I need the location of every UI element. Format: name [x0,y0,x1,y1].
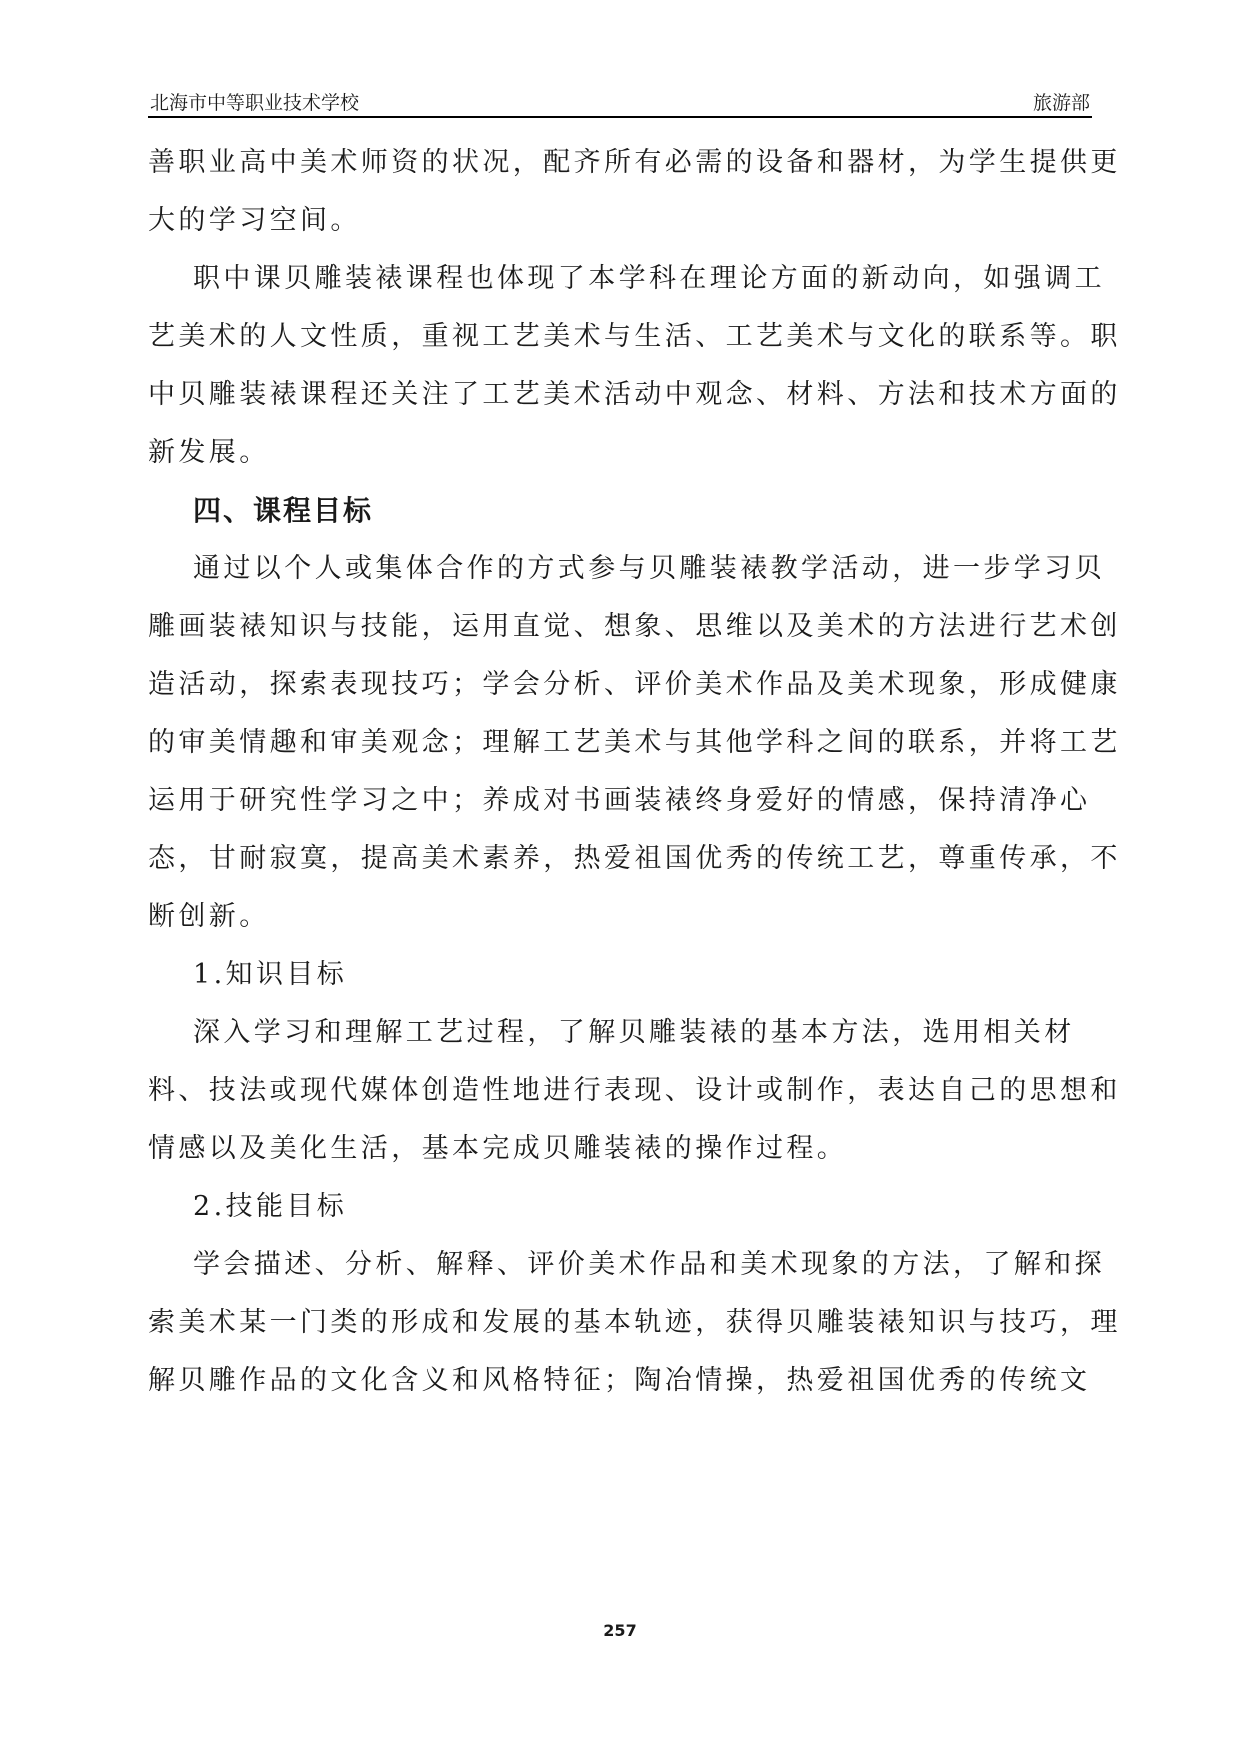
paragraph-line: 断创新。 [148,901,270,932]
paragraph-line: 造活动，探索表现技巧；学会分析、评价美术作品及美术现象，形成健康 [148,669,1121,700]
paragraph-line: 的审美情趣和审美观念；理解工艺美术与其他学科之间的联系，并将工艺 [148,727,1121,758]
paragraph-line: 通过以个人或集体合作的方式参与贝雕装裱教学活动，进一步学习贝 [193,553,1105,584]
paragraph-line: 态，甘耐寂寞，提高美术素养，热爱祖国优秀的传统工艺，尊重传承，不 [148,843,1121,874]
paragraph-line: 善职业高中美术师资的状况，配齐所有必需的设备和器材，为学生提供更 [148,147,1121,178]
paragraph-line: 解贝雕作品的文化含义和风格特征；陶冶情操，热爱祖国优秀的传统文 [148,1365,1091,1396]
paragraph-line: 料、技法或现代媒体创造性地进行表现、设计或制作，表达自己的思想和 [148,1075,1121,1106]
paragraph-line: 情感以及美化生活，基本完成贝雕装裱的操作过程。 [148,1133,848,1164]
paragraph-line: 深入学习和理解工艺过程，了解贝雕装裱的基本方法，选用相关材 [193,1017,1075,1048]
subheading-skill-goals: 2.技能目标 [193,1191,348,1222]
section-heading: 四、课程目标 [193,494,374,527]
paragraph-line: 新发展。 [148,437,270,468]
header-school-name: 北海市中等职业技术学校 [150,92,360,114]
paragraph-line: 雕画装裱知识与技能，运用直觉、想象、思维以及美术的方法进行艺术创 [148,611,1121,642]
paragraph-line: 中贝雕装裱课程还关注了工艺美术活动中观念、材料、方法和技术方面的 [148,379,1121,410]
page-number: 257 [603,1621,637,1640]
paragraph-line: 学会描述、分析、解释、评价美术作品和美术现象的方法，了解和探 [193,1249,1105,1280]
header-department: 旅游部 [1032,92,1090,114]
paragraph-line: 大的学习空间。 [148,205,361,236]
paragraph-line: 运用于研究性学习之中；养成对书画装裱终身爱好的情感，保持清净心 [148,785,1091,816]
paragraph-line: 艺美术的人文性质，重视工艺美术与生活、工艺美术与文化的联系等。职 [148,321,1121,352]
subheading-knowledge-goals: 1.知识目标 [193,959,348,990]
page-header [148,86,1092,118]
paragraph-line: 职中课贝雕装裱课程也体现了本学科在理论方面的新动向，如强调工 [193,263,1105,294]
paragraph-line: 索美术某一门类的形成和发展的基本轨迹，获得贝雕装裱知识与技巧，理 [148,1307,1121,1338]
